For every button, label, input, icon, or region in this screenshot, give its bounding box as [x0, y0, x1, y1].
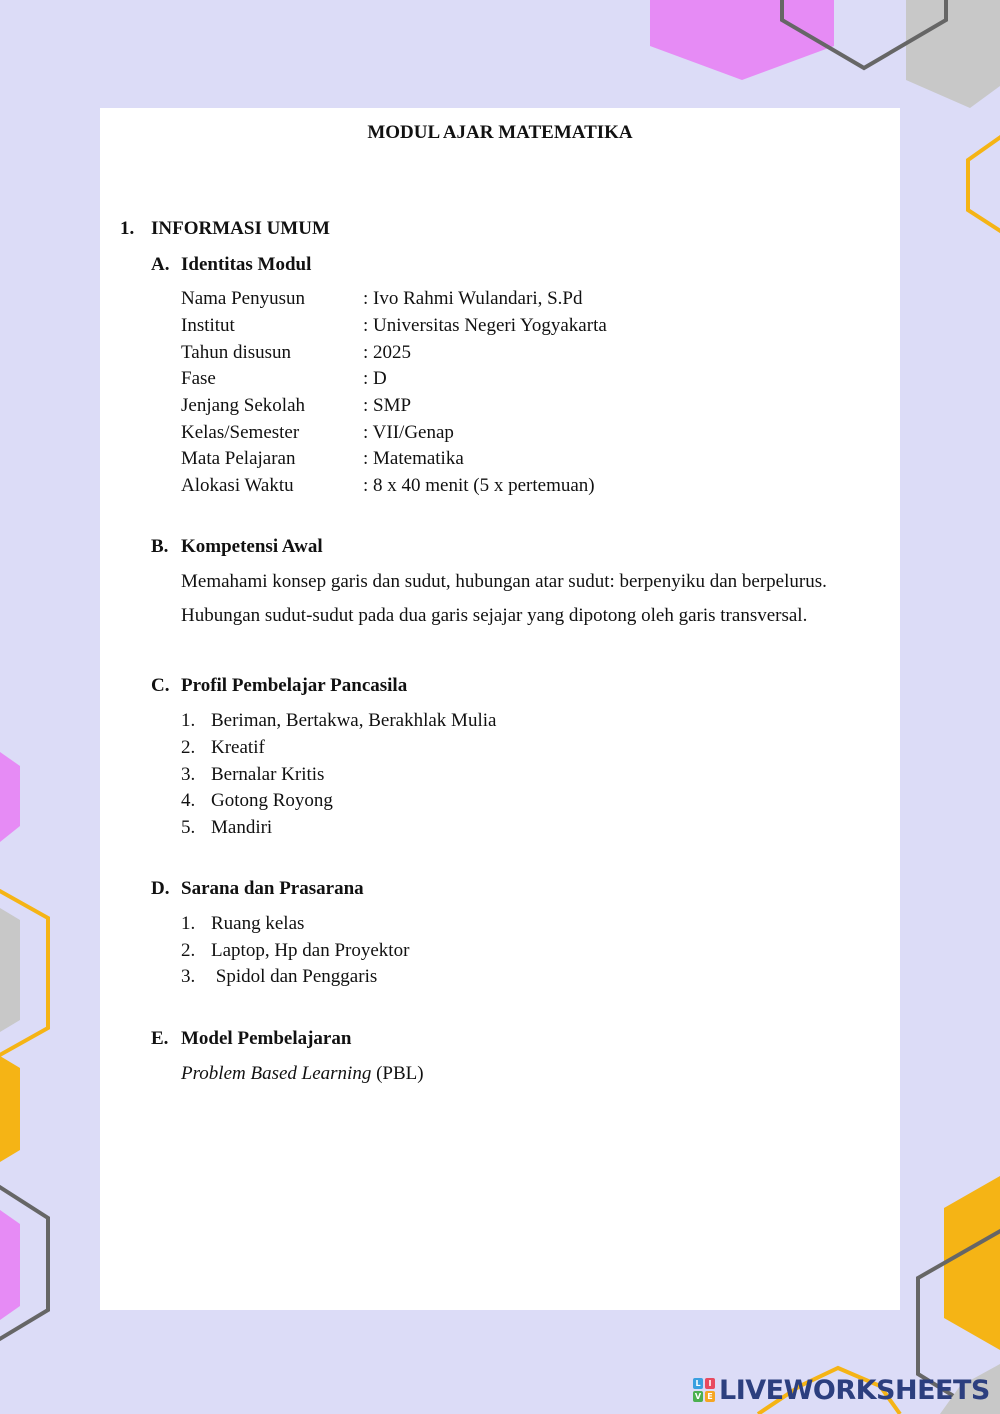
- subsection-letter: A.: [151, 254, 170, 275]
- kompetensi-paragraph-line: Hubungan sudut-sudut pada dua garis sejajar yang dipotong oleh garis transversal.: [181, 605, 808, 626]
- identity-value: : VII/Genap: [363, 422, 454, 443]
- liveworksheets-wordmark: LIVEWORKSHEETS: [719, 1374, 990, 1406]
- identity-key: Institut: [181, 315, 235, 336]
- subsection-heading-kompetensi: Kompetensi Awal: [181, 536, 323, 557]
- list-item: Spidol dan Penggaris: [211, 966, 378, 987]
- identity-value: : 2025: [363, 342, 412, 363]
- pink-hexagon: [0, 752, 20, 842]
- page-title: MODUL AJAR MATEMATIKA: [367, 122, 633, 143]
- list-number: 2.: [181, 737, 196, 758]
- gray-hexagon: [906, 0, 1000, 108]
- identity-value: : Matematika: [363, 448, 464, 469]
- yellow-hexagon: [0, 1056, 20, 1162]
- identity-value: : Ivo Rahmi Wulandari, S.Pd: [363, 288, 583, 309]
- subsection-letter: B.: [151, 536, 169, 557]
- gray-hexagon: [0, 908, 20, 1032]
- list-number: 5.: [181, 817, 196, 838]
- list-number: 4.: [181, 790, 196, 811]
- section-heading: INFORMASI UMUM: [151, 218, 330, 239]
- identity-value: : Universitas Negeri Yogyakarta: [363, 315, 607, 336]
- subsection-letter: D.: [151, 878, 170, 899]
- identity-value: : D: [363, 368, 387, 389]
- subsection-heading-identitas: Identitas Modul: [181, 254, 312, 275]
- list-item: Ruang kelas: [211, 913, 305, 934]
- list-number: 3.: [181, 764, 196, 785]
- list-number: 2.: [181, 940, 196, 961]
- identity-value: : 8 x 40 menit (5 x pertemuan): [363, 475, 595, 496]
- identity-key: Kelas/Semester: [181, 422, 300, 443]
- identity-key: Nama Penyusun: [181, 288, 306, 309]
- subsection-heading-profil: Profil Pembelajar Pancasila: [181, 675, 408, 696]
- worksheet-page: [100, 108, 900, 1310]
- list-item: Kreatif: [211, 737, 265, 758]
- kompetensi-paragraph-line: Memahami konsep garis dan sudut, hubungan atar sudut: berpenyiku dan berpelurus.: [181, 571, 827, 592]
- list-number: 1.: [181, 710, 196, 731]
- identity-key: Tahun disusun: [181, 342, 292, 363]
- list-item: Beriman, Bertakwa, Berakhlak Mulia: [211, 710, 497, 731]
- liveworksheets-logo: [693, 1374, 990, 1406]
- subsection-letter: E.: [151, 1028, 169, 1049]
- list-number: 3.: [181, 966, 196, 987]
- yellow-outline-hexagon: [968, 136, 1000, 232]
- liveworksheets-logo-icon: L I V E: [693, 1378, 715, 1402]
- yellow-hexagon: [944, 1176, 1000, 1350]
- list-item: Gotong Royong: [211, 790, 333, 811]
- pink-hexagon: [650, 0, 834, 80]
- model-italic-text: Problem Based Learning: [181, 1063, 372, 1084]
- model-value: [181, 1063, 424, 1085]
- pink-hexagon: [0, 1210, 20, 1320]
- list-item: Mandiri: [211, 817, 273, 838]
- identity-key: Jenjang Sekolah: [181, 395, 306, 416]
- identity-key: Mata Pelajaran: [181, 448, 296, 469]
- subsection-heading-sarana: Sarana dan Prasarana: [181, 878, 364, 899]
- section-number: 1.: [120, 218, 135, 239]
- list-item: Bernalar Kritis: [211, 764, 325, 785]
- subsection-heading-model: Model Pembelajaran: [181, 1028, 352, 1049]
- identity-value: : SMP: [363, 395, 412, 416]
- list-item: Laptop, Hp dan Proyektor: [211, 940, 410, 961]
- model-abbreviation: (PBL): [371, 1063, 424, 1084]
- subsection-letter: C.: [151, 675, 170, 696]
- list-number: 1.: [181, 913, 196, 934]
- identity-key: Alokasi Waktu: [181, 475, 294, 496]
- identity-key: Fase: [181, 368, 216, 389]
